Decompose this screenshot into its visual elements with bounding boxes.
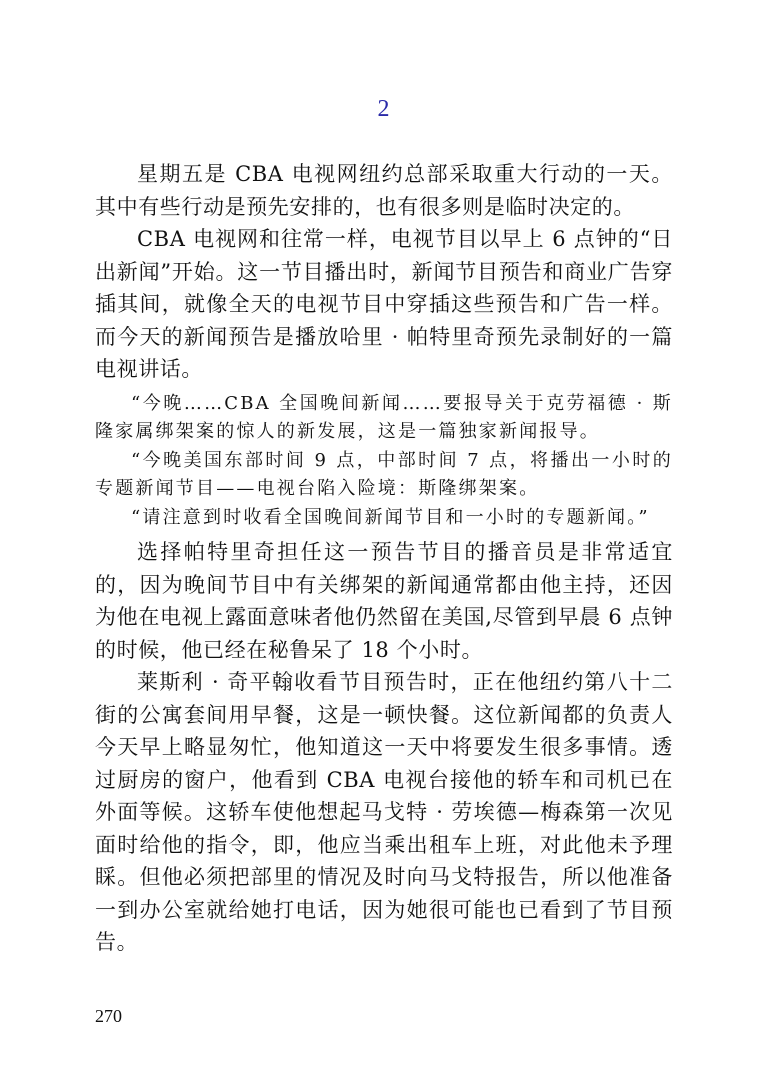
paragraph: CBA 电视网和往常一样，电视节目以早上 6 点钟的“日出新闻”开始。这一节目播出时，新闻节目预告和商业广告穿插其间，就像全天的电视节目中穿插这些预告和广告一样。而今天的新闻预告是播放哈里 · 帕特里奇预先录制好的一篇电视讲话。 [95, 227, 673, 381]
broadcast-quote-block [95, 390, 673, 533]
quote-paragraph: “请注意到时收看全国晚间新闻节目和一小时的专题新闻。” [131, 506, 650, 528]
quote-paragraph: “今晚美国东部时间 9 点，中部时间 7 点，将播出一小时的专题新闻节目——电视台陷入险境：斯隆绑架案。 [95, 449, 673, 499]
paragraph: 选择帕特里奇担任这一预告节目的播音员是非常适宜的，因为晚间节目中有关绑架的新闻通常都由他主持，还因为他在电视上露面意味者他仍然留在美国,尽管到早晨 6 点钟的时候，他已经在秘鲁呆了 18 个小时。 [95, 540, 673, 662]
quote-paragraph: “今晚……CBA 全国晚间新闻……要报导关于克劳福德 · 斯隆家属绑架案的惊人的新发展，这是一篇独家新闻报导。 [95, 392, 673, 442]
paragraph: 莱斯利 · 奇平翰收看节目预告时，正在他纽约第八十二街的公寓套间用早餐，这是一顿快餐。这位新闻都的负责人今天早上略显匆忙，他知道这一天中将要发生很多事情。透过厨房的窗户，他看到 CBA 电视台接他的轿车和司机已在外面等候。这轿车使他想起马戈特 · 劳埃德—梅森第一次见面时给他的指令，即，他应当乘出租车上班，对此他未予理睬。但他必须把部里的情况及时向马戈特报告，所以他准备一到办公室就给她打电话，因为她很可能也已看到了节目预告。 [95, 670, 673, 954]
paragraph: 星期五是 CBA 电视网纽约总部采取重大行动的一天。其中有些行动是预先安排的，也有很多则是临时决定的。 [95, 162, 673, 219]
chapter-body [95, 158, 673, 959]
chapter-number: 2 [377, 96, 390, 122]
page-number: 270 [95, 1006, 122, 1026]
